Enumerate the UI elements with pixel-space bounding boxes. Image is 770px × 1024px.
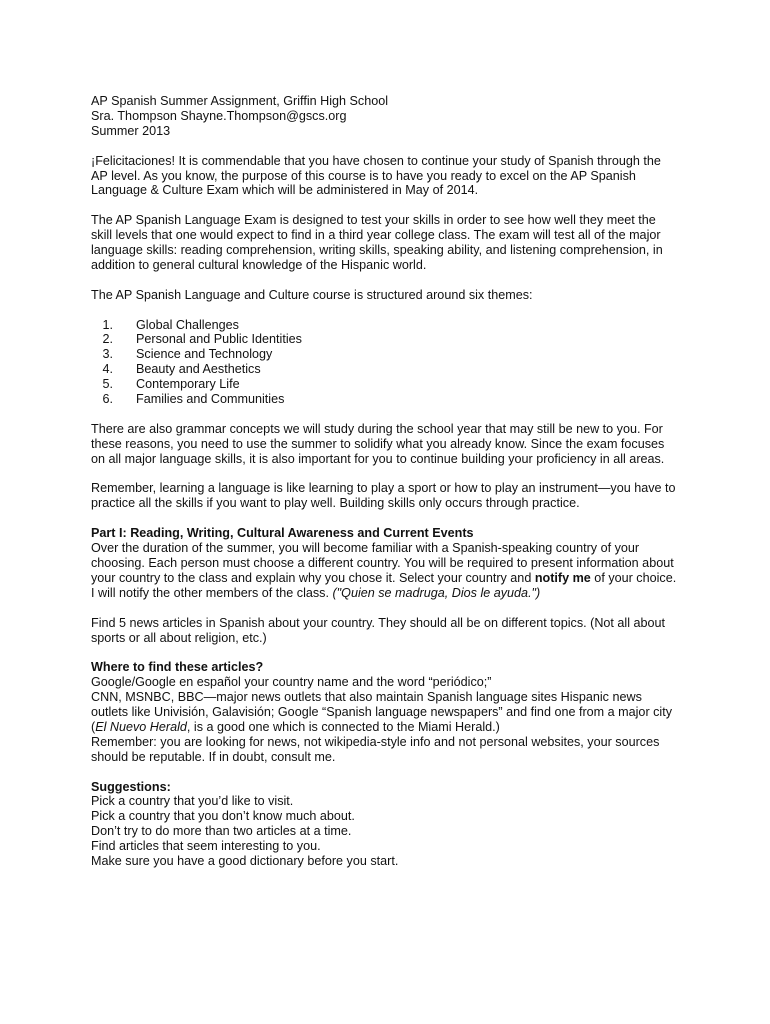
- list-item: 4. Beauty and Aesthetics: [102, 362, 261, 377]
- list-item: 1. Global Challenges: [102, 317, 239, 332]
- suggestions-section: [91, 780, 691, 869]
- list-item: Pick a country that you’d like to visit.: [91, 794, 294, 809]
- grammar-paragraph: [91, 422, 691, 467]
- section-heading: Part I: Reading, Writing, Cultural Awareness and Current Events: [91, 526, 474, 541]
- course-title: AP Spanish Summer Assignment, Griffin High School: [91, 94, 389, 108]
- text-line: (El Nuevo Herald, is a good one which is connected to the Miami Herald.): [91, 719, 500, 734]
- where-section: [91, 660, 691, 764]
- text-line: skill levels that one would expect to find in a third year college class. The exam will test all of the major: [91, 228, 661, 243]
- text-line: outlets like Univisión, Galavisión; Google “Spanish language newspapers” and find one from a major city: [91, 705, 673, 720]
- text-line: addition to general cultural knowledge of the Hispanic world.: [91, 257, 427, 272]
- term: Summer 2013: [91, 123, 171, 138]
- text-line: The AP Spanish Language and Culture course is structured around six themes:: [91, 287, 533, 302]
- text-line: these reasons, you need to use the summer to solidify what you already know. Since the exam focuses: [91, 436, 665, 451]
- text-line: CNN, MSNBC, BBC—major news outlets that also maintain Spanish language sites Hispanic news: [91, 690, 642, 705]
- find-paragraph: [91, 616, 691, 646]
- list-item: 3. Science and Technology: [102, 347, 273, 362]
- list-item: Don’t try to do more than two articles at a time.: [91, 824, 352, 839]
- section-heading: Where to find these articles?: [91, 660, 264, 675]
- list-item: 2. Personal and Public Identities: [102, 332, 302, 347]
- text-line: Language & Culture Exam which will be administered in May of 2014.: [91, 183, 479, 198]
- text-line: Google/Google en español your country name and the word “periódico;”: [91, 675, 492, 690]
- text-line: language skills: reading comprehension, writing skills, speaking ability, and listening comprehension, in: [91, 243, 663, 258]
- part1-section: [91, 526, 691, 601]
- text-line: Find 5 news articles in Spanish about your country. They should all be on different topics. (Not all about: [91, 615, 666, 630]
- document-page: [91, 94, 691, 884]
- intro-paragraph: [91, 154, 691, 199]
- text-line: your country to the class and explain why you chose it. Select your country and notify me of your choice.: [91, 570, 677, 585]
- exam-paragraph: [91, 213, 691, 273]
- text-line: practice all the skills if you want to play well. Building skills only occurs through practice.: [91, 496, 580, 511]
- list-item: Pick a country that you don’t know much about.: [91, 809, 355, 824]
- text-line: choosing. Each person must choose a different country. You will be required to present information about: [91, 555, 674, 570]
- text-line: I will notify the other members of the class. ("Quien se madruga, Dios le ayuda."): [91, 585, 541, 600]
- teacher-contact: Sra. Thompson Shayne.Thompson@gscs.org: [91, 108, 347, 123]
- newspaper-name: El Nuevo Herald: [95, 719, 187, 734]
- themes-intro: [91, 288, 691, 303]
- emphasis: notify me: [534, 570, 591, 585]
- text-line: There are also grammar concepts we will study during the school year that may still be new to you. For: [91, 421, 663, 436]
- text-line: AP level. As you know, the purpose of this course is to have you ready to excel on the AP Spanish: [91, 168, 636, 183]
- text-line: The AP Spanish Language Exam is designed to test your skills in order to see how well they meet the: [91, 213, 656, 228]
- proverb: ("Quien se madruga, Dios le ayuda."): [332, 585, 541, 600]
- text-line: Remember, learning a language is like learning to play a sport or how to play an instrument—you have to: [91, 481, 676, 496]
- section-heading: Suggestions:: [91, 779, 171, 794]
- list-item: 6. Families and Communities: [102, 392, 285, 407]
- text-line: sports or all about religion, etc.): [91, 630, 267, 645]
- remember-paragraph: [91, 481, 691, 511]
- list-item: 5. Contemporary Life: [102, 377, 240, 392]
- themes-list: [91, 318, 691, 407]
- header-block: [91, 94, 691, 139]
- text-line: Remember: you are looking for news, not wikipedia-style info and not personal websites, your sources: [91, 734, 660, 749]
- text-line: ¡Felicitaciones! It is commendable that you have chosen to continue your study of Spanish through the: [91, 153, 661, 168]
- list-item: Find articles that seem interesting to you.: [91, 839, 321, 854]
- text-line: should be reputable. If in doubt, consult me.: [91, 749, 336, 764]
- text-line: on all major language skills, it is also important for you to continue building your proficiency in all areas.: [91, 451, 665, 466]
- list-item: Make sure you have a good dictionary before you start.: [91, 854, 399, 869]
- text-line: Over the duration of the summer, you will become familiar with a Spanish-speaking country of your: [91, 541, 640, 556]
